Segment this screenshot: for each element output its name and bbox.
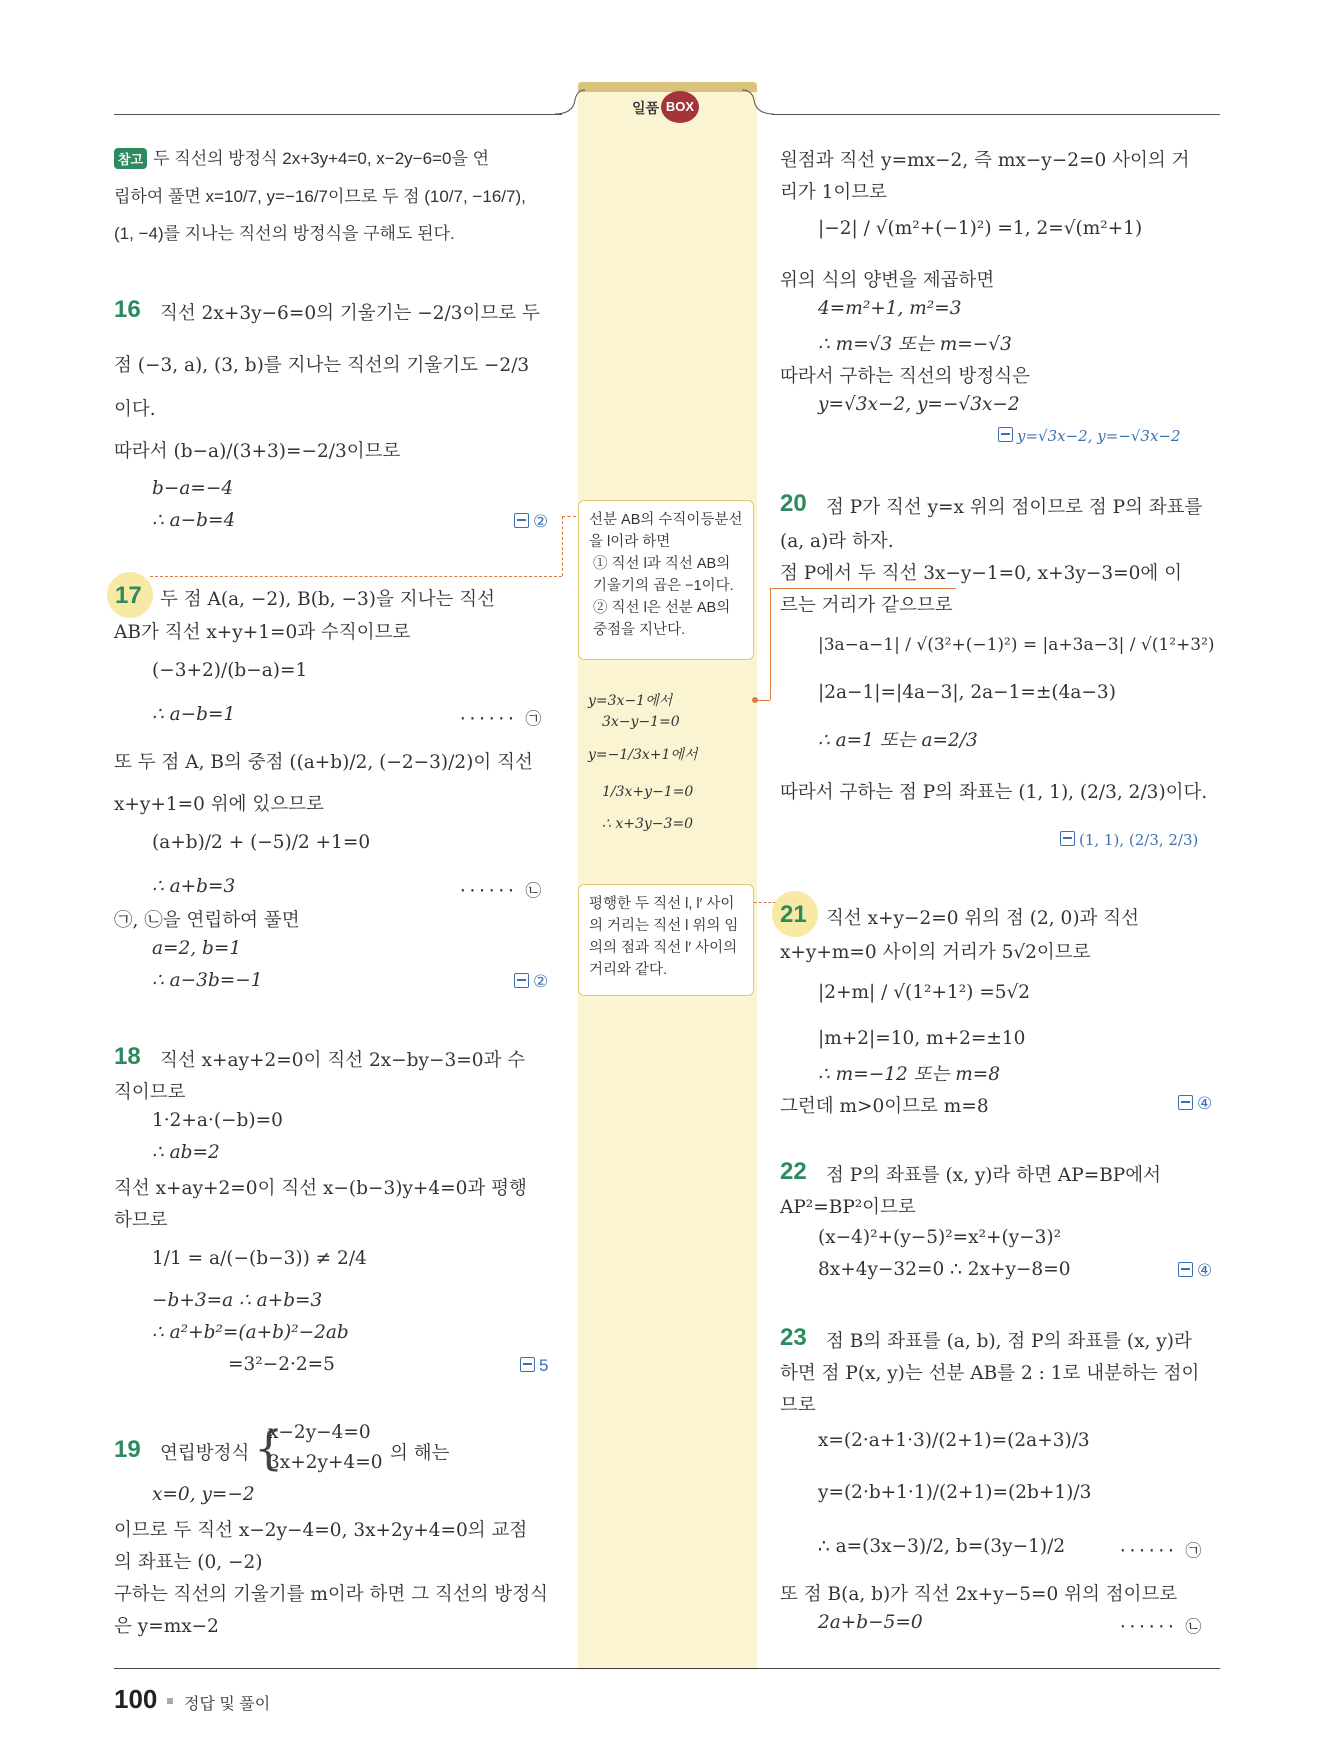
- header-box-badge: BOX: [661, 91, 699, 123]
- line: 점 P가 직선 y=x 위의 점이므로 점 P의 좌표를: [826, 497, 1203, 518]
- line: 은 y=mx−2: [114, 1616, 219, 1637]
- connector-line: [754, 902, 776, 903]
- problem-number: 16: [114, 296, 141, 323]
- line: 위의 식의 양변을 제곱하면: [780, 270, 995, 291]
- answer-icon: [1178, 1262, 1193, 1277]
- side-note-parallel-distance: 평행한 두 직선 l, l′ 사이의 거리는 직선 l 위의 임의의 점과 직선 l′ 사이의 거리와 같다.: [578, 884, 754, 996]
- connector-line: [150, 576, 562, 577]
- line: 리가 1이므로: [780, 182, 888, 203]
- line: AB가 직선 x+y+1=0과 수직이므로: [114, 622, 411, 643]
- line: 원점과 직선 y=mx−2, 즉 mx−y−2=0 사이의 거: [780, 150, 1190, 171]
- side-equation: ∴ x+3y−3=0: [602, 816, 694, 832]
- connector-line: [758, 700, 770, 701]
- equation-mark: ······ ㉡: [1118, 1617, 1202, 1636]
- line: =3²−2·2=5: [228, 1354, 335, 1375]
- line: ∴ a²+b²=(a+b)²−2ab: [152, 1322, 349, 1343]
- line: 그런데 m>0이므로 m=8: [780, 1096, 989, 1117]
- answer-mark: (1, 1), (2/3, 2/3): [1060, 830, 1198, 850]
- line: (a+b)/2 + (−5)/2 +1=0: [152, 832, 371, 853]
- line: AP²=BP²이므로: [780, 1197, 916, 1218]
- system-brace: {: [254, 1421, 284, 1475]
- line: x=0, y=−2: [152, 1484, 255, 1505]
- side-note-item-2: ② 직선 l은 선분 AB의 중점을 지난다.: [593, 600, 731, 638]
- note-line-3: (1, −4)를 지나는 직선의 방정식을 구해도 된다.: [114, 224, 455, 243]
- answer-mark: 5: [520, 1356, 548, 1376]
- footer-rule: [114, 1668, 1220, 1669]
- note-line-1: 두 직선의 방정식 2x+3y+4=0, x−2y−6=0을 연: [153, 149, 490, 168]
- problem-number: 21: [780, 901, 807, 928]
- connector-line: [770, 588, 956, 589]
- line: 직선 x+y−2=0 위의 점 (2, 0)과 직선: [826, 908, 1140, 929]
- answer-mark: ④: [1178, 1094, 1212, 1114]
- system-eq-2: 3x+2y+4=0: [268, 1452, 383, 1473]
- line: 직선 2x+3y−6=0의 기울기는 −2/3이므로 두: [160, 303, 540, 324]
- problem-number: 17: [115, 582, 142, 609]
- line: 1·2+a·(−b)=0: [152, 1110, 283, 1131]
- side-note-item-1: ① 직선 l과 직선 AB의 기울기의 곱은 −1이다.: [593, 556, 734, 594]
- line: 르는 거리가 같으므로: [780, 595, 953, 616]
- answer-icon: [998, 427, 1013, 442]
- answer-mark: ④: [1178, 1261, 1212, 1281]
- problem-number: 20: [780, 490, 807, 517]
- line: y=√3x−2, y=−√3x−2: [818, 394, 1020, 415]
- header-box-label: 일품: [632, 100, 660, 116]
- line: x+y+m=0 사이의 거리가 5√2이므로: [780, 942, 1091, 963]
- problem-number: 22: [780, 1158, 807, 1185]
- line: ∴ m=√3 또는 m=−√3: [818, 334, 1012, 355]
- line: ∴ m=−12 또는 m=8: [818, 1064, 1001, 1085]
- line: a=2, b=1: [152, 938, 242, 959]
- line: ∴ a−b=1: [152, 704, 236, 725]
- note-line-2: 립하여 풀면 x=10/7, y=−16/7이므로 두 점 (10/7, −16/7),: [114, 187, 526, 206]
- line: −b+3=a ∴ a+b=3: [152, 1290, 323, 1311]
- line: |m+2|=10, m+2=±10: [818, 1028, 1026, 1049]
- line: |2a−1|=|4a−3|, 2a−1=±(4a−3): [818, 682, 1116, 703]
- footer-section: 정답 및 풀이: [184, 1696, 271, 1713]
- line: 따라서 구하는 직선의 방정식은: [780, 366, 1030, 387]
- line: ∴ a=1 또는 a=2/3: [818, 730, 978, 751]
- footer-dot: [167, 1698, 173, 1704]
- line: ∴ a−b=4: [152, 510, 236, 531]
- line: |2+m| / √(1²+1²) =5√2: [818, 982, 1031, 1003]
- line: 점 (−3, a), (3, b)를 지나는 직선의 기울기도 −2/3: [114, 355, 530, 376]
- side-equation: y=3x−1에서: [588, 693, 673, 709]
- line: 2a+b−5=0: [818, 1612, 923, 1633]
- line: 1/1 = a/(−(b−3)) ≠ 2/4: [152, 1248, 367, 1269]
- connector-line: [770, 588, 771, 700]
- top-rule-left: [114, 114, 562, 115]
- line: 직선 x+ay+2=0이 직선 x−(b−3)y+4=0과 평행: [114, 1178, 527, 1199]
- line: y=(2·b+1·1)/(2+1)=(2b+1)/3: [818, 1482, 1092, 1503]
- answer-mark: y=√3x−2, y=−√3x−2: [998, 426, 1181, 446]
- side-equation: 3x−y−1=0: [602, 714, 680, 730]
- equation-mark: ······ ㉠: [1118, 1541, 1202, 1560]
- answer-icon: [520, 1357, 535, 1372]
- equation-mark: ······ ㉠: [458, 709, 542, 728]
- line: 하므로: [114, 1210, 168, 1231]
- line: ∴ a−3b=−1: [152, 970, 263, 991]
- line: |−2| / √(m²+(−1)²) =1, 2=√(m²+1): [818, 218, 1143, 239]
- line: 이므로 두 직선 x−2y−4=0, 3x+2y+4=0의 교점: [114, 1520, 528, 1541]
- problem-number: 23: [780, 1324, 807, 1351]
- line: |3a−a−1| / √(3²+(−1)²) = |a+3a−3| / √(1²+3²): [818, 635, 1215, 655]
- system-eq-1: x−2y−4=0: [268, 1422, 371, 1443]
- side-note-perpendicular-bisector: [578, 500, 754, 660]
- side-equation: y=−1/3x+1에서: [588, 747, 698, 763]
- page-number: 100: [114, 1684, 158, 1714]
- line: 점 B의 좌표를 (a, b), 점 P의 좌표를 (x, y)라: [826, 1331, 1192, 1352]
- line: 점 P에서 두 직선 3x−y−1=0, x+3y−3=0에 이: [780, 563, 1182, 584]
- line: 또 두 점 A, B의 중점 ((a+b)/2, (−2−3)/2)이 직선: [114, 752, 533, 773]
- line: (a, a)라 하자.: [780, 531, 894, 552]
- answer-icon: [514, 513, 529, 528]
- line: 의 좌표는 (0, −2): [114, 1552, 263, 1573]
- line: 4=m²+1, m²=3: [818, 298, 962, 319]
- equation-mark: ······ ㉡: [458, 881, 542, 900]
- line: 이다.: [114, 399, 156, 420]
- problem-number: 18: [114, 1043, 141, 1070]
- problem-number: 19: [114, 1436, 141, 1463]
- connector-line: [562, 516, 563, 576]
- note-tag: 참고: [114, 148, 147, 169]
- line: ∴ ab=2: [152, 1142, 220, 1163]
- answer-mark: ②: [514, 972, 548, 992]
- answer-icon: [1178, 1095, 1193, 1110]
- connector-line: [562, 516, 576, 517]
- side-note-text: 선분 AB의 수직이등분선을 l이라 하면: [589, 512, 743, 550]
- line: 므로: [780, 1395, 816, 1416]
- line: (x−4)²+(y−5)²=x²+(y−3)²: [818, 1227, 1062, 1248]
- line: 따라서 구하는 점 P의 좌표는 (1, 1), (2/3, 2/3)이다.: [780, 782, 1208, 803]
- line: 점 P의 좌표를 (x, y)라 하면 AP=BP에서: [826, 1165, 1161, 1186]
- line: 직선 x+ay+2=0이 직선 2x−by−3=0과 수: [160, 1050, 526, 1071]
- line: 직이므로: [114, 1082, 186, 1103]
- line: ∴ a=(3x−3)/2, b=(3y−1)/2: [818, 1536, 1066, 1557]
- answer-icon: [1060, 831, 1075, 846]
- line: 또 점 B(a, b)가 직선 2x+y−5=0 위의 점이므로: [780, 1584, 1178, 1605]
- line: 따라서 (b−a)/(3+3)=−2/3이므로: [114, 441, 401, 462]
- answer-icon: [514, 973, 529, 988]
- line: (−3+2)/(b−a)=1: [152, 660, 308, 681]
- line: 연립방정식: [160, 1443, 250, 1464]
- line: 하면 점 P(x, y)는 선분 AB를 2 : 1로 내분하는 점이: [780, 1363, 1200, 1384]
- line: x=(2·a+1·3)/(2+1)=(2a+3)/3: [818, 1430, 1090, 1451]
- line: 두 점 A(a, −2), B(b, −3)을 지나는 직선: [160, 589, 496, 610]
- line: ㉠, ㉡을 연립하여 풀면: [114, 910, 300, 931]
- middle-column-band: [578, 82, 757, 1670]
- line: 구하는 직선의 기울기를 m이라 하면 그 직선의 방정식: [114, 1584, 548, 1605]
- side-equation: 1/3x+y−1=0: [602, 784, 694, 800]
- line: x+y+1=0 위에 있으므로: [114, 794, 324, 815]
- line: 8x+4y−32=0 ∴ 2x+y−8=0: [818, 1259, 1071, 1280]
- answer-mark: ②: [514, 512, 548, 532]
- line: b−a=−4: [152, 478, 234, 499]
- line: 의 해는: [390, 1443, 450, 1464]
- line: ∴ a+b=3: [152, 876, 236, 897]
- top-rule-right: [772, 114, 1220, 115]
